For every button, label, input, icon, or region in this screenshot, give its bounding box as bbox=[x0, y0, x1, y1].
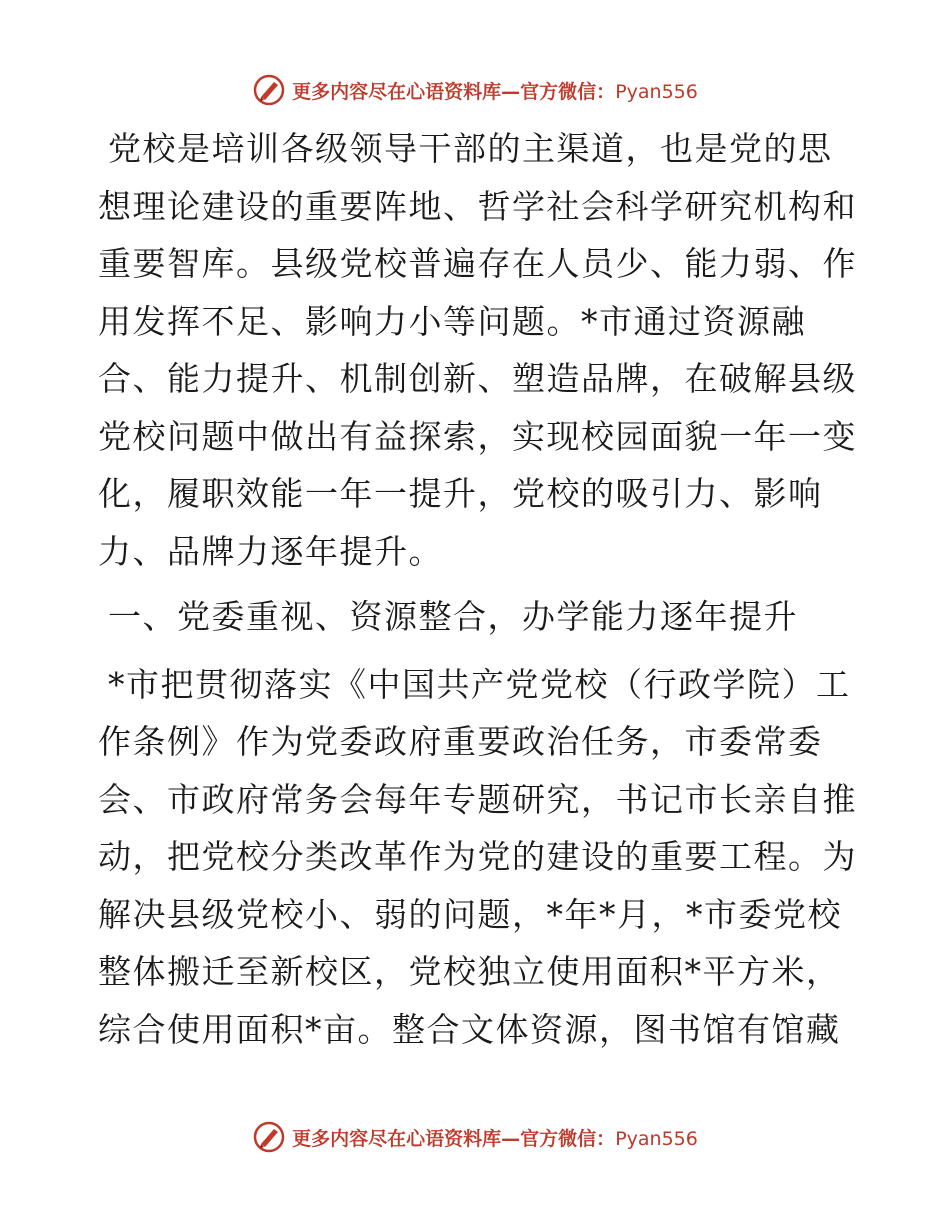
paragraph-intro: 党校是培训各级领导干部的主渠道，也是党的思想理论建设的重要阵地、哲学社会科学研究机构和重要智库。县级党校普遍存在人员少、能力弱、作用发挥不足、影响力小等问题。*市通过资源融合、能力提升、机制创新、塑造品牌，在破解县级党校问题中做出有益探索，实现校园面貌一年一变化，履职效能一年一提升，党校的吸引力、影响力、品牌力逐年提升。 bbox=[98, 129, 857, 571]
watermark-label: 官方微信： bbox=[520, 1127, 616, 1150]
watermark-label: 官方微信： bbox=[520, 80, 616, 103]
watermark-separator: — bbox=[501, 80, 521, 103]
footer-watermark bbox=[0, 1117, 950, 1157]
section-heading-1: 一、党委重视、资源整合，办学能力逐年提升 bbox=[108, 597, 798, 636]
watermark-brand: 更多内容尽在心语资料库 bbox=[292, 80, 502, 103]
pen-logo-icon bbox=[252, 1120, 286, 1154]
document-body bbox=[98, 120, 858, 1058]
watermark-id: Pyan556 bbox=[615, 1127, 698, 1150]
header-watermark bbox=[0, 70, 950, 110]
pen-logo-icon bbox=[252, 73, 286, 107]
watermark-text bbox=[292, 77, 698, 104]
watermark-text bbox=[292, 1124, 698, 1151]
watermark-separator: — bbox=[501, 1127, 521, 1150]
paragraph-section-1: *市把贯彻落实《中国共产党党校（行政学院）工作条例》作为党委政府重要政治任务，市委常委会、市政府常务会每年专题研究，书记市长亲自推动，把党校分类改革作为党的建设的重要工程。为解决县级党校小、弱的问题，*年*月，*市委党校整体搬迁至新校区，党校独立使用面积*平方米，综合使用面积*亩。整合文体资源，图书馆有馆藏 bbox=[98, 664, 857, 1049]
watermark-id: Pyan556 bbox=[615, 80, 698, 103]
watermark-brand: 更多内容尽在心语资料库 bbox=[292, 1127, 502, 1150]
